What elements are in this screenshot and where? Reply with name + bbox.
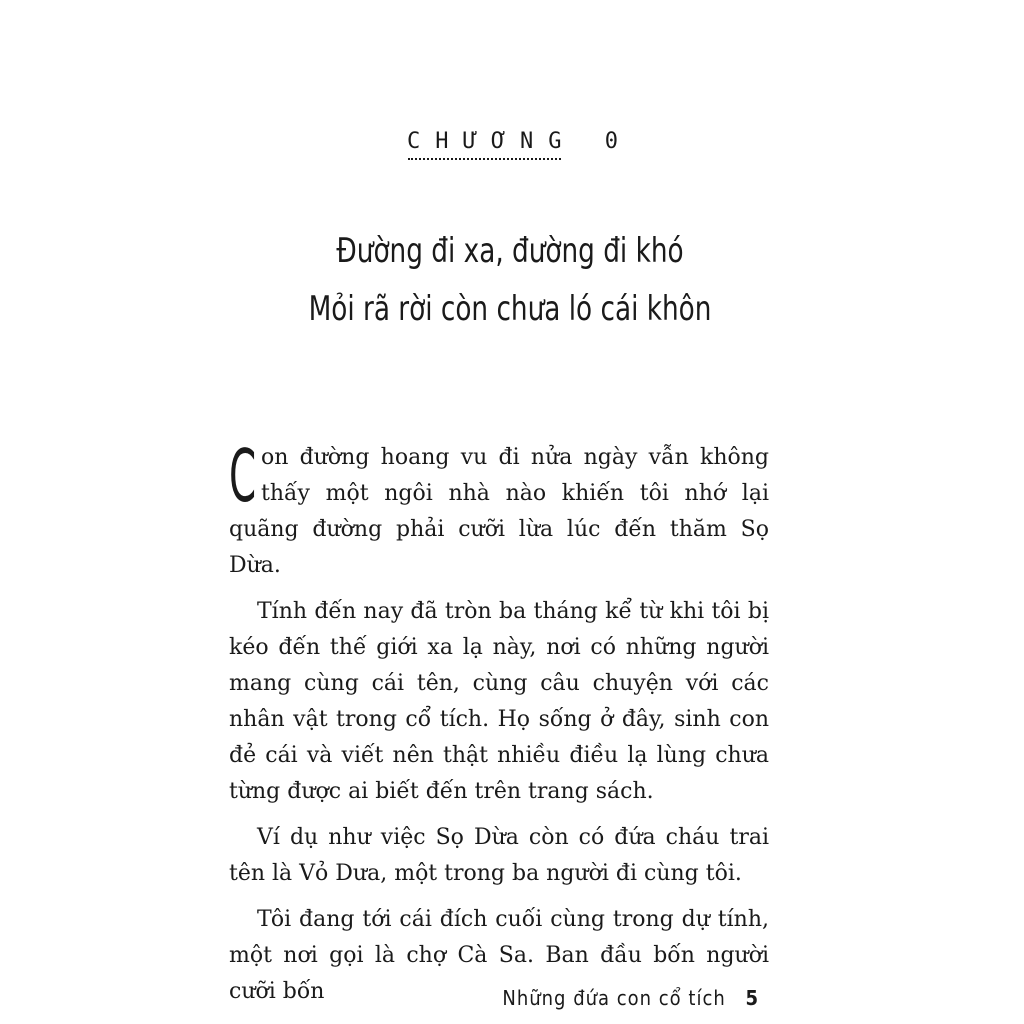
paragraph-3: Ví dụ như việc Sọ Dừa còn có đứa cháu trai tên là Vỏ Dưa, một trong ba người đi cùng tôi. [229, 825, 769, 886]
chapter-label: CHƯƠNG 0 [407, 129, 633, 154]
paragraph-1-text: on đường hoang vu đi nửa ngày vẫn không thấy một ngôi nhà nào khiến tôi nhớ lại quãng đường phải cưỡi lừa lúc đến thăm Sọ Dừa. [229, 445, 769, 578]
epigraph-line-2: Mỏi rã rời còn chưa ló cái khôn [308, 289, 712, 329]
epigraph [269, 222, 751, 338]
chapter-dotted-rule [408, 158, 561, 160]
paragraph-2: Tính đến nay đã tròn ba tháng kể từ khi tôi bị kéo đến thế giới xa lạ này, nơi có những người mang cùng cái tên, cùng câu chuyện với các nhân vật trong cổ tích. Họ sống ở đây, sinh con đẻ cái và viết nên thật nhiều điều lạ lùng chưa từng được ai biết đến trên trang sách. [229, 599, 769, 804]
paragraph-4: Tôi đang tới cái đích cuối cùng trong dự tính, một nơi gọi là chợ Cà Sa. Ban đầu bốn người cưỡi bốn [229, 907, 769, 1004]
footer-book-title: Những đứa con cổ tích [502, 986, 726, 1010]
running-footer [502, 986, 758, 1010]
paragraph-1 [229, 434, 769, 584]
drop-cap: C [229, 434, 257, 518]
epigraph-line-1: Đường đi xa, đường đi khó [336, 231, 684, 271]
body-text [229, 434, 769, 1020]
page-number: 5 [745, 986, 758, 1010]
